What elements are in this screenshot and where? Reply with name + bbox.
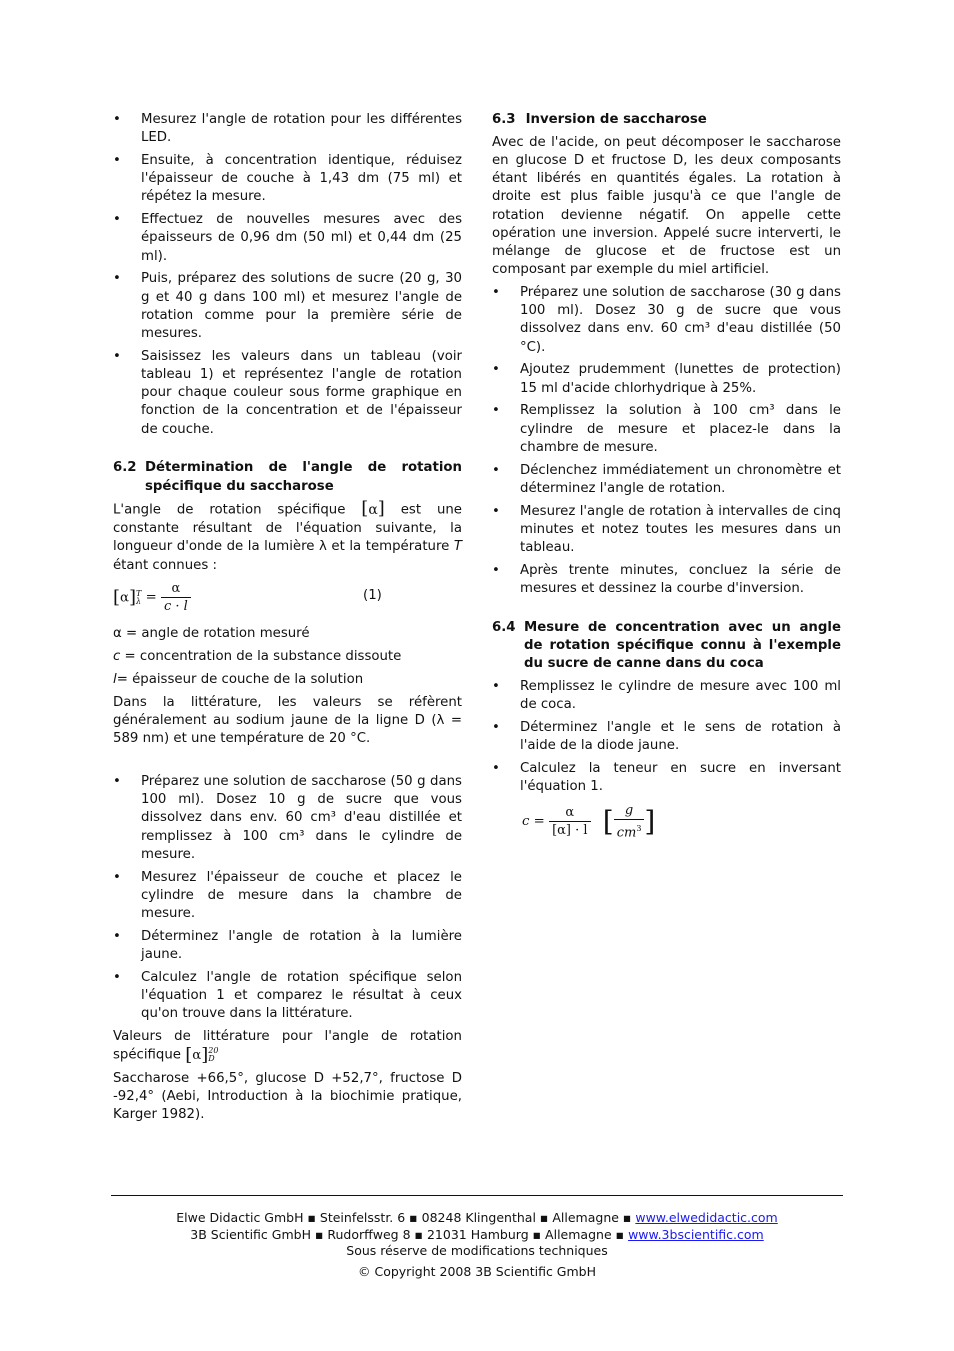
equation-number: (1) xyxy=(363,588,382,604)
list-item: • Préparez une solution de saccharose (50 g dans 100 ml). Dosez 10 g de sucre que vous dissolvez dans env. 60 cm³ d'eau distillée et remplissez à 100 cm³ dans le cylindre de mesure. xyxy=(113,773,462,864)
list-item: • Ensuite, à concentration identique, réduisez l'épaisseur de couche à 1,43 dm (75 ml) et répétez la mesure. xyxy=(113,152,462,207)
list-item: • Déterminez l'angle de rotation à la lumière jaune. xyxy=(113,928,462,964)
list-item: • Calculez l'angle de rotation spécifique selon l'équation 1 et comparez le résultat à ceux qu'on trouve dans la littérature. xyxy=(113,969,462,1024)
list-item: • Déterminez l'angle et le sens de rotation à l'aide de la diode jaune. xyxy=(492,719,841,755)
lit-subscript: D xyxy=(208,1054,215,1064)
intro-paragraph xyxy=(113,500,462,574)
procedure-list-1 xyxy=(113,111,462,439)
list-item: • Mesurez l'angle de rotation pour les différentes LED. xyxy=(113,111,462,147)
list-item: • Déclenchez immédiatement un chronomètre et déterminez l'angle de rotation. xyxy=(492,462,841,498)
list-item: • Remplissez le cylindre de mesure avec 100 ml de coca. xyxy=(492,678,841,714)
list-item: • Remplissez la solution à 100 cm³ dans le cylindre de mesure et placez-le dans la chambre de mesure. xyxy=(492,402,841,457)
definition-c: c = concentration de la substance dissoute xyxy=(113,649,402,665)
intro-text: étant connues : xyxy=(113,557,217,573)
3b-website-link[interactable]: www.3bscientific.com xyxy=(628,1226,764,1242)
list-item: • Saisissez les valeurs dans un tableau (voir tableau 1) et représentez l'angle de rotation pour chaque couleur sous forme graphique en fonction de la concentration et de l'épaisseur de couche. xyxy=(113,348,462,439)
elwe-website-link[interactable]: www.elwedidactic.com xyxy=(635,1210,778,1225)
procedure-list-3 xyxy=(492,284,841,598)
copyright: © Copyright 2008 3B Scientific GmbH xyxy=(358,1263,596,1279)
lit-superscript: 20 xyxy=(208,1046,219,1056)
eq2-lhs: c = xyxy=(522,814,545,830)
list-item: • Effectuez de nouvelles mesures avec des épaisseurs de 0,96 dm (50 ml) et 0,44 dm (25 ml). xyxy=(113,211,462,266)
specific-rotation-symbol: [α] xyxy=(361,498,385,520)
list-item: • Préparez une solution de saccharose (30 g dans 100 ml). Dosez 30 g de sucre que vous dissolvez dans env. 60 cm³ d'eau distillée (50 °C). xyxy=(492,284,841,357)
fraction: $\frac{\alpha}{[\alpha] \cdot l}$ xyxy=(549,805,590,839)
section-title: Détermination de l'angle de rotation spécifique du saccharose xyxy=(145,460,462,494)
list-item: • Mesurez l'angle de rotation à intervalles de cinq minutes et notez toutes les mesures dans un tableau. xyxy=(492,503,841,558)
list-item: • Puis, préparez des solutions de sucre (20 g, 30 g et 40 g dans 100 ml) et mesurez l'angle de rotation comme pour la première série de mesures. xyxy=(113,270,462,343)
definition-alpha: α = angle de rotation mesuré xyxy=(113,626,310,642)
list-item: • Ajoutez prudemment (lunettes de protection) 15 ml d'acide chlorhydrique à 25%. xyxy=(492,361,841,397)
literature-values: Saccharose +66,5°, glucose D +52,7°, fructose D -92,4° (Aebi, Introduction à la biochimie pratique, Karger 1982). xyxy=(113,1070,462,1123)
equation-2: c = $\frac{\alpha}{[\alpha] \cdot l}$ [ $\frac{g}{cm^3}$ ] xyxy=(522,803,656,841)
right-column xyxy=(492,111,841,853)
eq-subscript: λ xyxy=(136,597,142,607)
procedure-list-4 xyxy=(492,678,841,796)
section-title: Mesure de concentration avec un angle de rotation spécifique connu à l'exemple du sucre de canne dans du coca xyxy=(524,619,841,672)
inversion-paragraph: Avec de l'acide, on peut décomposer le saccharose en glucose D et fructose D, les deux composants étant libérés en quantités égales. La rotation à droite est plus faible jusqu'à ce que l'angle de rotation devienne négatif. On appelle cette opération une inversion. Appelé sucre interverti, le mélange de glucose et de fructose est un composant par exemple du miel artificiel. xyxy=(492,134,841,278)
section-heading-6-3 xyxy=(492,111,841,129)
alpha-symbol: α xyxy=(120,590,130,606)
literature-values-label: Valeurs de littérature pour l'angle de rotation spécifique [α]20 D xyxy=(113,1029,462,1066)
list-item: • Après trente minutes, concluez la série de mesures et dessinez la courbe d'inversion. xyxy=(492,562,841,598)
eq-superscript: T xyxy=(136,589,142,599)
intro-text: L'angle de rotation spécifique xyxy=(113,503,346,519)
intro-text: est une constante résultant de l'équation suivante, la longueur d'onde de la lumière λ et la température xyxy=(113,503,462,555)
footer-line-1: Elwe Didactic GmbH ▪ Steinfelsstr. 6 ▪ 08248 Klingenthal ▪ Allemagne ▪ www.elwedidactic.com xyxy=(176,1210,778,1225)
literature-paragraph: Dans la littérature, les valeurs se réfèrent généralement au sodium jaune de la ligne D (λ = 589 nm) et une température de 20 °C. xyxy=(113,694,462,747)
section-heading-6-4 xyxy=(492,619,841,674)
footer xyxy=(111,1210,843,1280)
definition-l: l= épaisseur de couche de la solution xyxy=(113,672,364,688)
left-column xyxy=(113,111,462,1129)
section-number: 6.4 xyxy=(492,619,516,635)
unit-fraction: $\frac{g}{cm^3}$ xyxy=(614,803,645,841)
equation-1: [α]T λ = $\frac{\alpha}{c \cdot l}$ (1) xyxy=(113,581,382,615)
section-heading-6-2 xyxy=(113,459,462,495)
temperature-variable: T xyxy=(453,539,463,555)
procedure-list-2 xyxy=(113,773,462,1023)
section-number: 6.3 xyxy=(492,112,516,127)
footer-line-2: 3B Scientific GmbH ▪ Rudorffweg 8 ▪ 21031 Hamburg ▪ Allemagne ▪ www.3bscientific.com xyxy=(190,1226,764,1242)
footer-divider xyxy=(111,1195,843,1196)
section-title: Inversion de saccharose xyxy=(525,112,707,127)
list-item: • Calculez la teneur en sucre en inversant l'équation 1. xyxy=(492,760,841,796)
section-number: 6.2 xyxy=(113,460,137,476)
fraction: $\frac{\alpha}{c \cdot l}$ xyxy=(161,581,191,615)
footer-line-3: Sous réserve de modifications techniques xyxy=(346,1243,608,1258)
list-item: • Mesurez l'épaisseur de couche et placez le cylindre de mesure dans la chambre de mesure. xyxy=(113,869,462,924)
